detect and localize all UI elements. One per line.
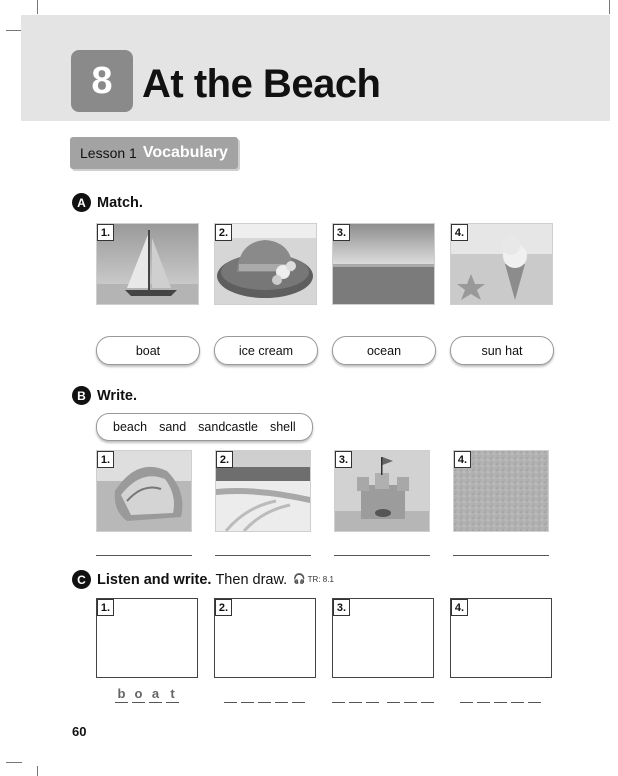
letter-blank[interactable] xyxy=(460,686,473,703)
section-b-heading xyxy=(72,386,137,405)
section-b-instruction: Write. xyxy=(97,387,138,404)
letter-blanks xyxy=(115,686,183,703)
letter-blank: b xyxy=(115,686,128,703)
word-bank xyxy=(96,413,313,441)
write-answer-line[interactable] xyxy=(334,555,430,556)
crop-mark xyxy=(37,0,38,14)
letter-blank[interactable] xyxy=(241,686,254,703)
photo-number: 2. xyxy=(215,224,232,241)
word-pill-ice-cream[interactable]: ice cream xyxy=(214,336,318,365)
unit-number-badge: 8 xyxy=(71,50,133,112)
crop-mark xyxy=(6,762,22,763)
letter-blank[interactable] xyxy=(528,686,541,703)
box-number: 1. xyxy=(97,599,114,616)
page-number: 60 xyxy=(72,724,87,739)
photo-sandcastle xyxy=(334,450,430,532)
word-pill-sun-hat[interactable]: sun hat xyxy=(450,336,554,365)
lesson-number: Lesson 1 xyxy=(80,145,137,161)
photo-number: 1. xyxy=(97,451,114,468)
draw-box[interactable] xyxy=(332,598,434,678)
word-bank-item: sand xyxy=(159,420,187,434)
letter-blank: t xyxy=(166,686,179,703)
letter-blank[interactable] xyxy=(224,686,237,703)
photo-number: 4. xyxy=(454,451,471,468)
box-number: 2. xyxy=(215,599,232,616)
letter-blank[interactable] xyxy=(387,686,400,703)
letter-blanks[interactable] xyxy=(460,686,545,703)
photo-number: 2. xyxy=(216,451,233,468)
letter-blank[interactable] xyxy=(292,686,305,703)
letter-blank[interactable] xyxy=(477,686,490,703)
photo-number: 1. xyxy=(97,224,114,241)
letter-blank[interactable] xyxy=(349,686,362,703)
lesson-tag xyxy=(70,137,238,169)
letter-blank[interactable] xyxy=(258,686,271,703)
draw-box[interactable] xyxy=(214,598,316,678)
section-c-letter: C xyxy=(72,570,91,589)
letter-blank[interactable] xyxy=(421,686,434,703)
unit-title: At the Beach xyxy=(142,62,381,106)
photo-sailboat xyxy=(96,223,199,305)
section-b-letter: B xyxy=(72,386,91,405)
word-bank-item: sandcastle xyxy=(198,420,258,434)
word-bank-item: beach xyxy=(113,420,148,434)
audio-track-id: TR: 8.1 xyxy=(307,575,334,584)
letter-blank[interactable] xyxy=(366,686,379,703)
audio-track-label xyxy=(293,574,334,585)
letter-blanks[interactable] xyxy=(224,686,309,703)
letter-blank[interactable] xyxy=(332,686,345,703)
box-number: 3. xyxy=(333,599,350,616)
word-pill-boat[interactable]: boat xyxy=(96,336,200,365)
section-c-heading xyxy=(72,570,334,589)
section-a-heading xyxy=(72,193,143,212)
crop-mark xyxy=(609,0,610,14)
letter-blanks[interactable] xyxy=(332,686,438,703)
letter-blank[interactable] xyxy=(494,686,507,703)
photo-ocean xyxy=(332,223,435,305)
photo-beach xyxy=(215,450,311,532)
letter-blank[interactable] xyxy=(275,686,288,703)
letter-blank[interactable] xyxy=(404,686,417,703)
write-answer-line[interactable] xyxy=(215,555,311,556)
letter-blank[interactable] xyxy=(511,686,524,703)
draw-box[interactable] xyxy=(450,598,552,678)
draw-box[interactable] xyxy=(96,598,198,678)
photo-number: 3. xyxy=(335,451,352,468)
crop-mark xyxy=(6,30,22,31)
section-a-instruction: Match. xyxy=(97,194,143,211)
lesson-name: Vocabulary xyxy=(142,144,228,161)
write-answer-line[interactable] xyxy=(453,555,549,556)
section-c-instruction-normal: Then draw. xyxy=(215,571,288,588)
headphones-icon: 🎧 xyxy=(293,574,306,585)
write-answer-line[interactable] xyxy=(96,555,192,556)
photo-number: 3. xyxy=(333,224,350,241)
section-a-letter: A xyxy=(72,193,91,212)
word-bank-item: shell xyxy=(269,420,296,434)
box-number: 4. xyxy=(451,599,468,616)
photo-shell xyxy=(96,450,192,532)
word-pill-ocean[interactable]: ocean xyxy=(332,336,436,365)
crop-mark xyxy=(37,766,38,776)
section-c-instruction-bold: Listen and write. xyxy=(97,571,212,588)
photo-ice-cream xyxy=(450,223,553,305)
photo-sun-hat xyxy=(214,223,317,305)
letter-blank: a xyxy=(149,686,162,703)
section-c-instruction xyxy=(97,572,287,588)
letter-blank: o xyxy=(132,686,145,703)
photo-number: 4. xyxy=(451,224,468,241)
photo-sand xyxy=(453,450,549,532)
